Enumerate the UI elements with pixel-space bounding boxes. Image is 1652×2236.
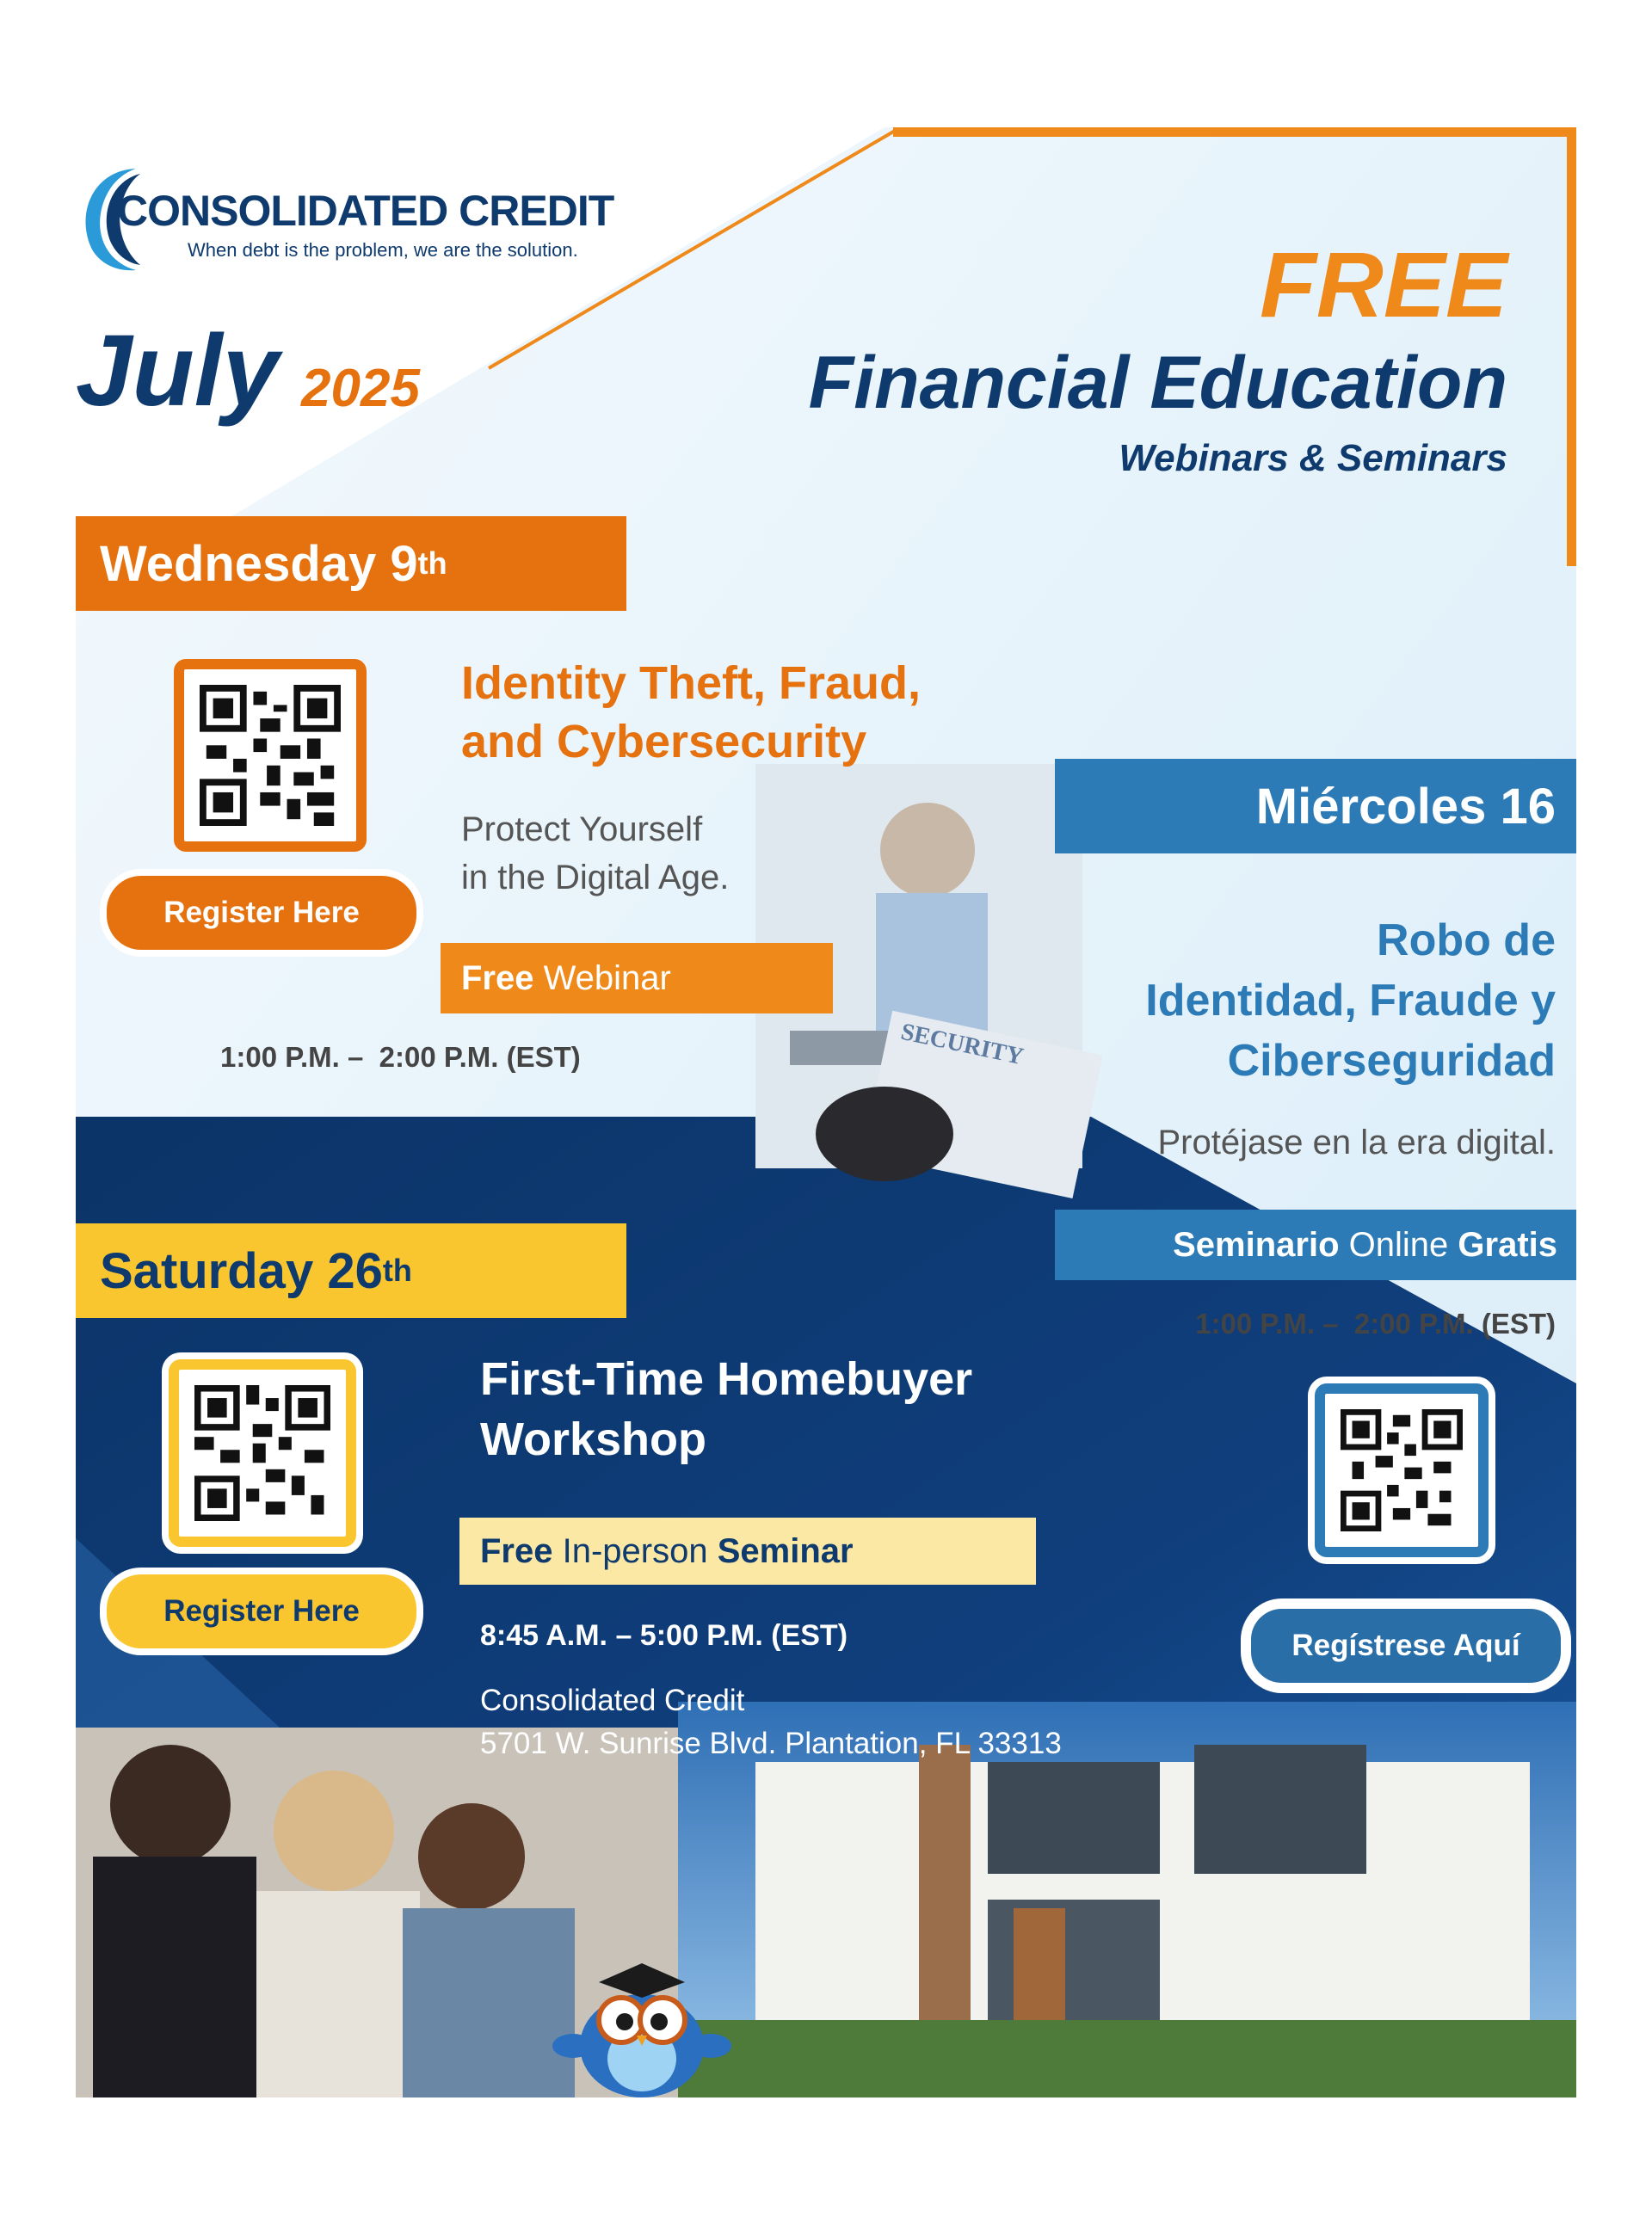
event3-type-mid: In-person [552,1531,718,1570]
event1-type-rest: Webinar [533,958,671,997]
event3-type-bar [459,1518,1036,1585]
event3-type-bold2: Seminar [717,1531,854,1570]
event1-title [461,654,921,771]
headline-subtitle: Webinars & Seminars [1119,437,1507,479]
qr-code-icon [1341,1409,1463,1531]
event3-register-button[interactable]: Register Here [107,1574,416,1648]
event2-title-line3: Ciberseguridad [1227,1036,1556,1086]
event2-title [1145,910,1556,1091]
event2-register-button[interactable]: Regístrese Aquí [1248,1605,1564,1686]
event3-day: Saturday 26 [100,1242,383,1299]
event3-title-line2: Workshop [480,1414,707,1465]
event3-time: 8:45 A.M. – 5:00 P.M. (EST) [480,1619,848,1652]
event1-day: Wednesday 9 [100,535,418,592]
event2-time: 1:00 P.M. – 2:00 P.M. (EST) [1195,1308,1556,1340]
event2-type-bold1: Seminario [1173,1225,1340,1264]
event1-day-suffix: th [417,545,447,581]
logo-name: CONSOLIDATED CREDIT [117,187,614,235]
event1-description [461,805,729,902]
event2-type-bold2: Gratis [1458,1225,1557,1264]
qr-code-icon [194,1385,330,1521]
year: 2025 [301,359,420,418]
event2-title-line1: Robo de [1377,915,1556,965]
event3-address-line1: Consolidated Credit [480,1684,745,1717]
event2-description: Protéjase en la era digital. [1157,1124,1556,1161]
event1-desc-line1: Protect Yourself [461,810,703,848]
event3-address [480,1679,1062,1765]
logo [76,162,678,274]
event1-type-bar [441,943,833,1013]
event2-date-bar: Miércoles 16 [1055,759,1576,853]
event3-title [480,1349,972,1469]
event3-date-bar [76,1223,626,1318]
event3-type-bold1: Free [480,1531,553,1570]
event1-register-button[interactable]: Register Here [107,876,416,950]
event3-day-suffix: th [382,1253,412,1288]
logo-tagline: When debt is the problem, we are the solution. [188,239,578,261]
event2-type-mid: Online [1339,1225,1458,1264]
flyer [76,127,1576,2097]
event1-type-bold: Free [461,958,534,997]
event1-qr-code[interactable] [174,659,367,852]
qr-code-icon [200,685,341,826]
owl-mascot-icon [547,1951,737,2097]
svg-text:SECURITY: SECURITY [898,1018,1026,1071]
event2-qr-code[interactable] [1315,1383,1489,1557]
event3-address-line2: 5701 W. Sunrise Blvd. Plantation, FL 33313 [480,1727,1062,1760]
event1-date-bar [76,516,626,611]
headline-free: FREE [1259,232,1507,336]
event3-title-line1: First-Time Homebuyer [480,1353,973,1405]
event1-title-line2: and Cybersecurity [461,716,867,767]
event1-desc-line2: in the Digital Age. [461,859,730,896]
event1-title-line1: Identity Theft, Fraud, [461,657,921,709]
month: July [76,314,280,428]
event2-type-bar [1055,1210,1576,1280]
headline-title: Financial Education [808,342,1507,424]
event3-qr-code[interactable] [169,1359,356,1547]
event1-time: 1:00 P.M. – 2:00 P.M. (EST) [220,1041,581,1073]
event2-title-line2: Identidad, Fraude y [1145,976,1556,1026]
